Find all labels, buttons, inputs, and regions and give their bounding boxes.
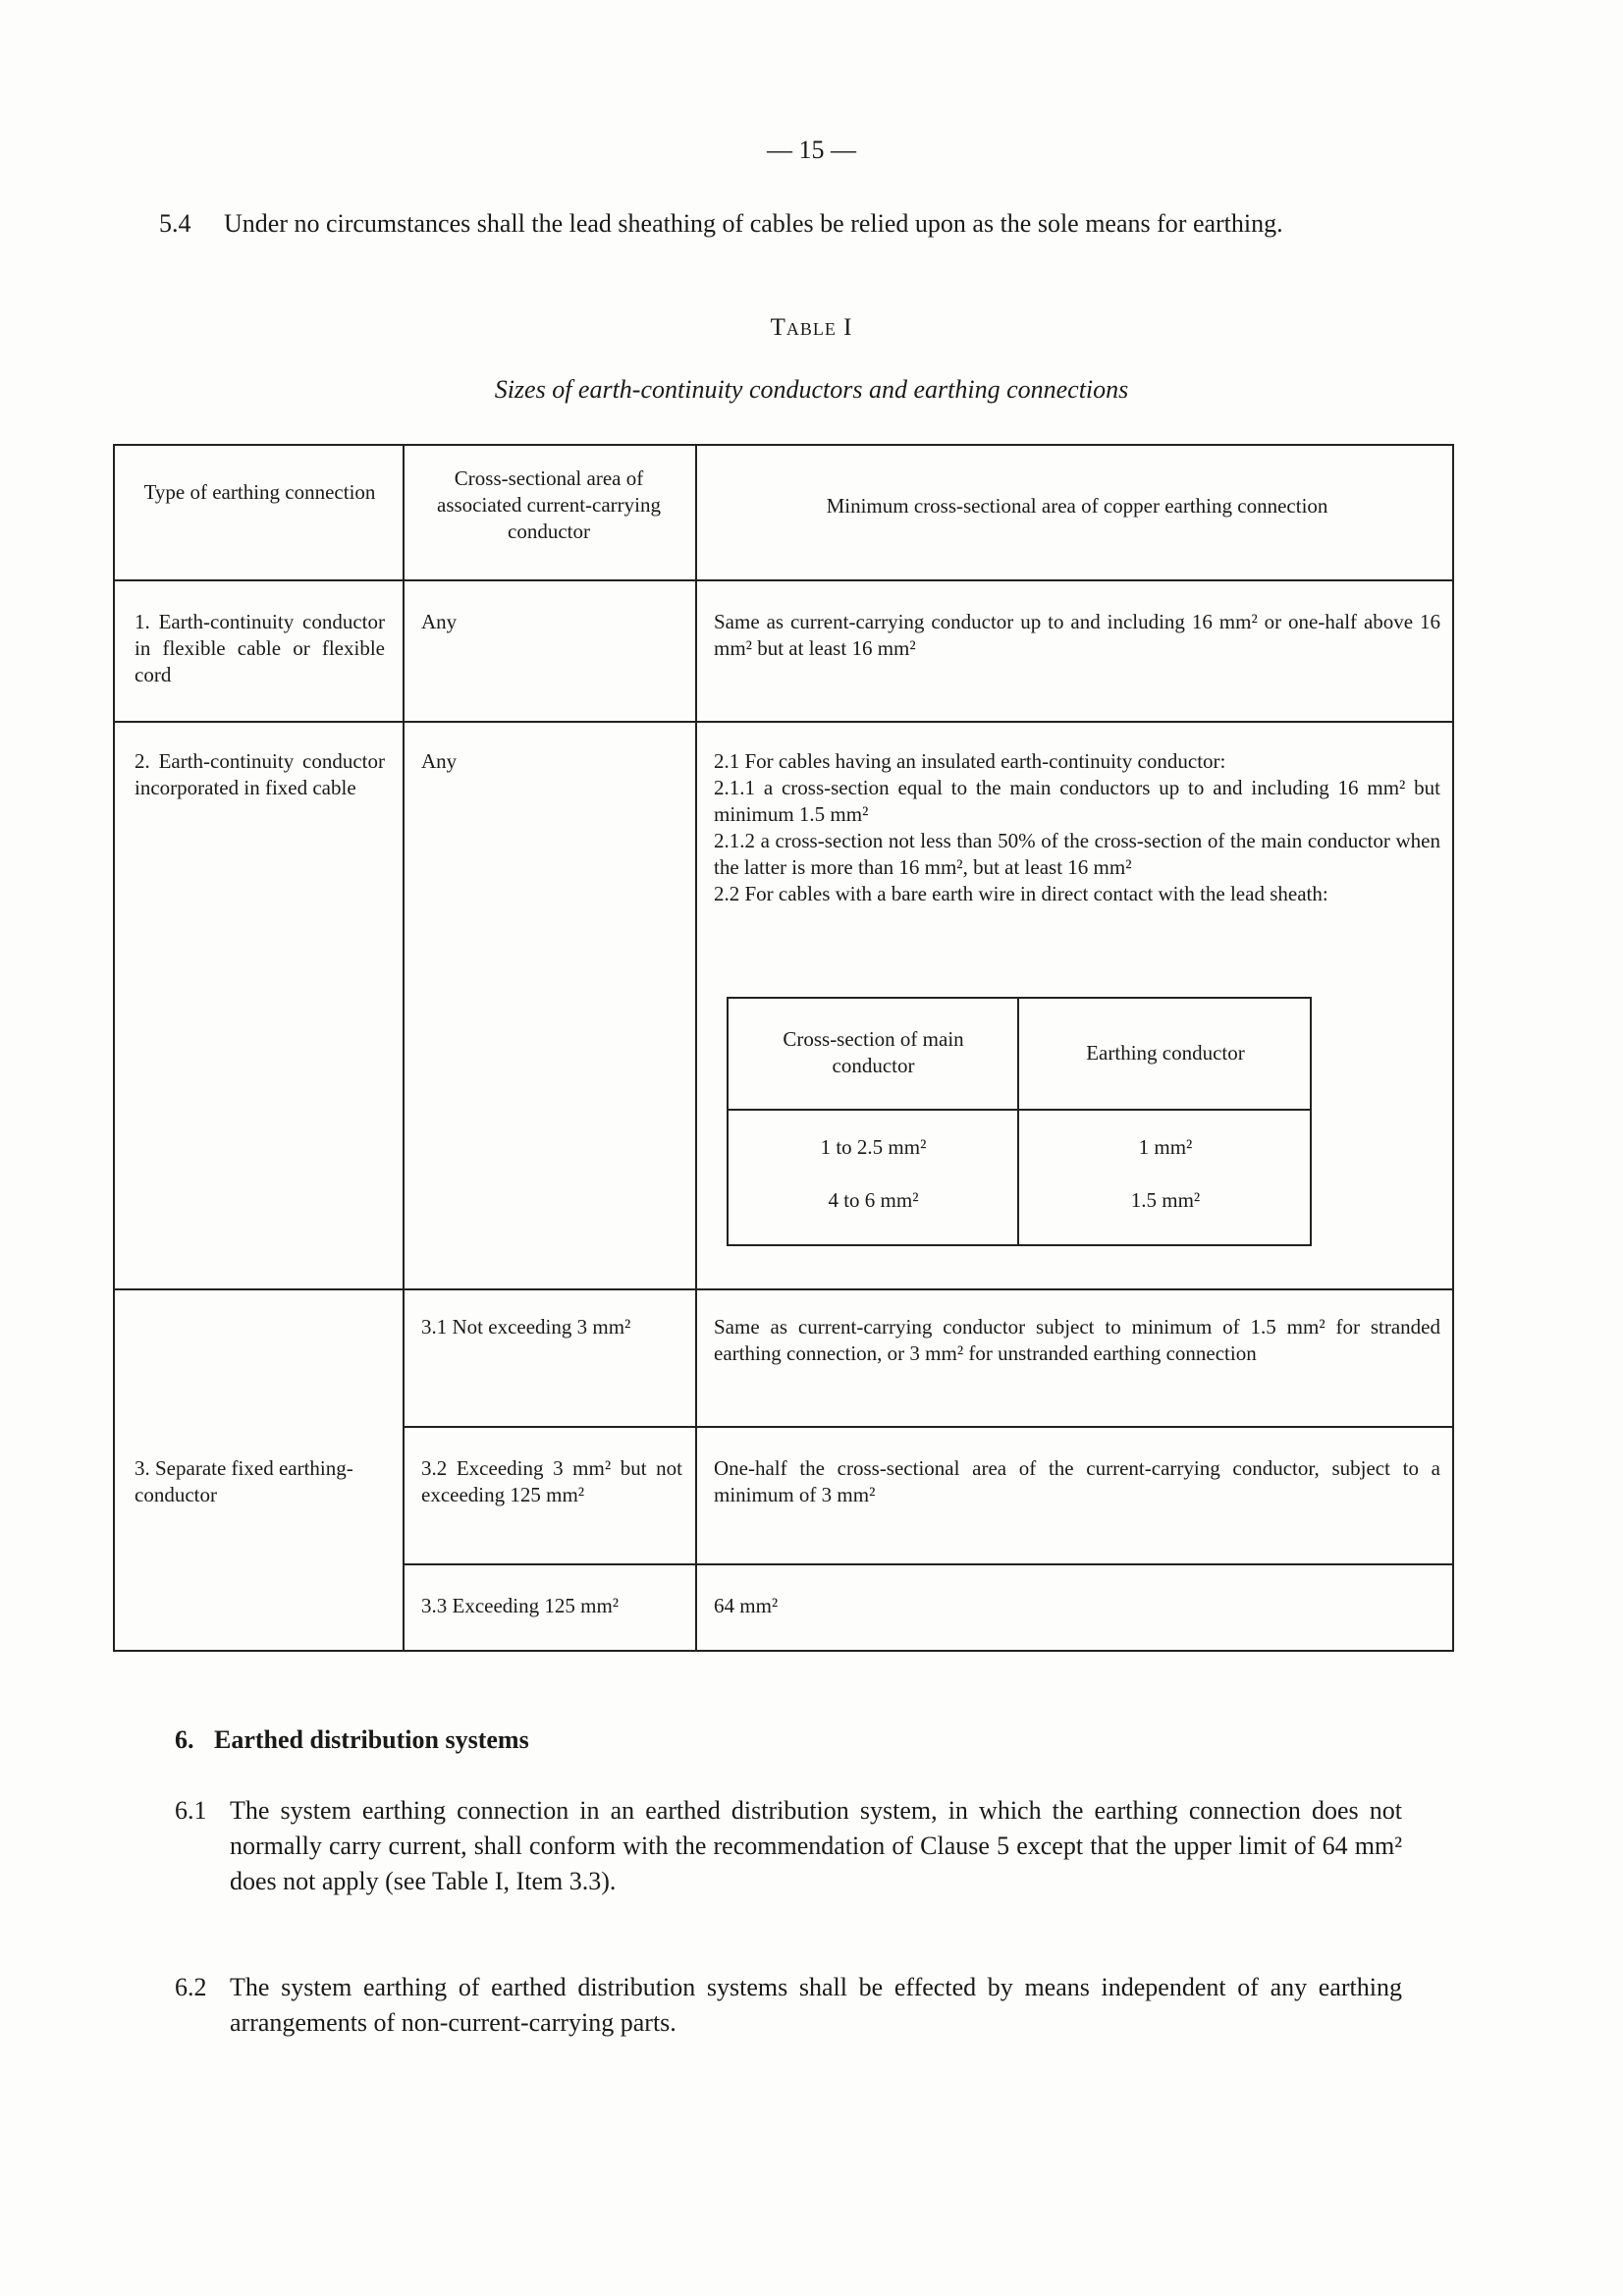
clause-number: 6.2 <box>175 1973 207 2001</box>
table-title: Table I <box>770 314 853 341</box>
header-type: Type of earthing connection <box>143 480 376 504</box>
clause-text: The system earthing of earthed distribution systems shall be effected by means independent of any earthing arrangements of non-current-carrying parts. <box>230 1973 1402 2037</box>
clause-text: The system earthing connection in an earthed distribution system, in which the earthing connection does not normally carry current, shall conform with the recommendation of Clause 5 except that the upper limit of 64 mm² does not apply (see Table I, Item 3.3). <box>230 1796 1402 1895</box>
row3-3-area: 3.3 Exceeding 125 mm² <box>421 1594 620 1617</box>
row3-1-area: 3.1 Not exceeding 3 mm² <box>421 1315 631 1339</box>
inner-row2-earth: 1.5 mm² <box>1130 1188 1201 1212</box>
item-2-1-1: 2.1.1 a cross-section equal to the main conductors up to and including 16 mm² but minimum 1.5 mm² <box>714 776 1440 826</box>
inner-row2-main: 4 to 6 mm² <box>828 1188 919 1212</box>
page-number: — 15 — <box>767 136 856 164</box>
clause-5-4 <box>159 206 1396 242</box>
row1-min: Same as current-carrying conductor up to and including 16 mm² or one-half above 16 mm² but at least 16 mm² <box>714 610 1440 660</box>
item-2-1: 2.1 For cables having an insulated earth-continuity conductor: <box>714 749 1226 773</box>
clause-number: 5.4 <box>159 209 191 238</box>
item-2-1-2: 2.1.2 a cross-section not less than 50% of the cross-section of the main conductor when the latter is more than 16 mm², but at least 16 mm² <box>714 829 1440 879</box>
section-number: 6. <box>175 1725 194 1754</box>
row3-type: 3. Separate fixed earthing-conductor <box>135 1456 353 1506</box>
inner-row1-main: 1 to 2.5 mm² <box>820 1135 927 1159</box>
row3-2-min: One-half the cross-sectional area of the current-carrying conductor, subject to a minimum of 3 mm² <box>714 1456 1440 1506</box>
row2-type: 2. Earth-continuity conductor incorporated in fixed cable <box>135 749 385 799</box>
row3-2-area: 3.2 Exceeding 3 mm² but not exceeding 125 mm² <box>421 1456 682 1506</box>
clause-number: 6.1 <box>175 1796 207 1825</box>
clause-6-1 <box>175 1793 1402 1899</box>
clause-6-2 <box>175 1970 1402 2041</box>
row2-area: Any <box>421 749 458 773</box>
header-area: Cross-sectional area of associated current-carrying conductor <box>437 466 661 543</box>
row1-type: 1. Earth-continuity conductor in flexible cable or flexible cord <box>135 610 385 686</box>
item-2-2: 2.2 For cables with a bare earth wire in direct contact with the lead sheath: <box>714 882 1328 905</box>
inner-table <box>727 997 1312 1246</box>
inner-row1-earth: 1 mm² <box>1138 1135 1193 1159</box>
row3-3-min: 64 mm² <box>714 1594 779 1617</box>
row3-1-min: Same as current-carrying conductor subject to minimum of 1.5 mm² for stranded earthing connection, or 3 mm² for unstranded earthing connection <box>714 1315 1440 1365</box>
row2-min <box>714 748 1440 907</box>
section-title: Earthed distribution systems <box>214 1725 529 1754</box>
table-caption: Sizes of earth-continuity conductors and earthing connections <box>494 375 1129 404</box>
inner-header-earth: Earthing conductor <box>1086 1041 1245 1065</box>
header-min: Minimum cross-sectional area of copper earthing connection <box>826 494 1328 518</box>
row1-area: Any <box>421 610 458 633</box>
section-6-heading <box>175 1722 529 1758</box>
inner-header-main: Cross-section of main conductor <box>783 1027 964 1077</box>
clause-text: Under no circumstances shall the lead sheathing of cables be relied upon as the sole means for earthing. <box>224 209 1283 238</box>
